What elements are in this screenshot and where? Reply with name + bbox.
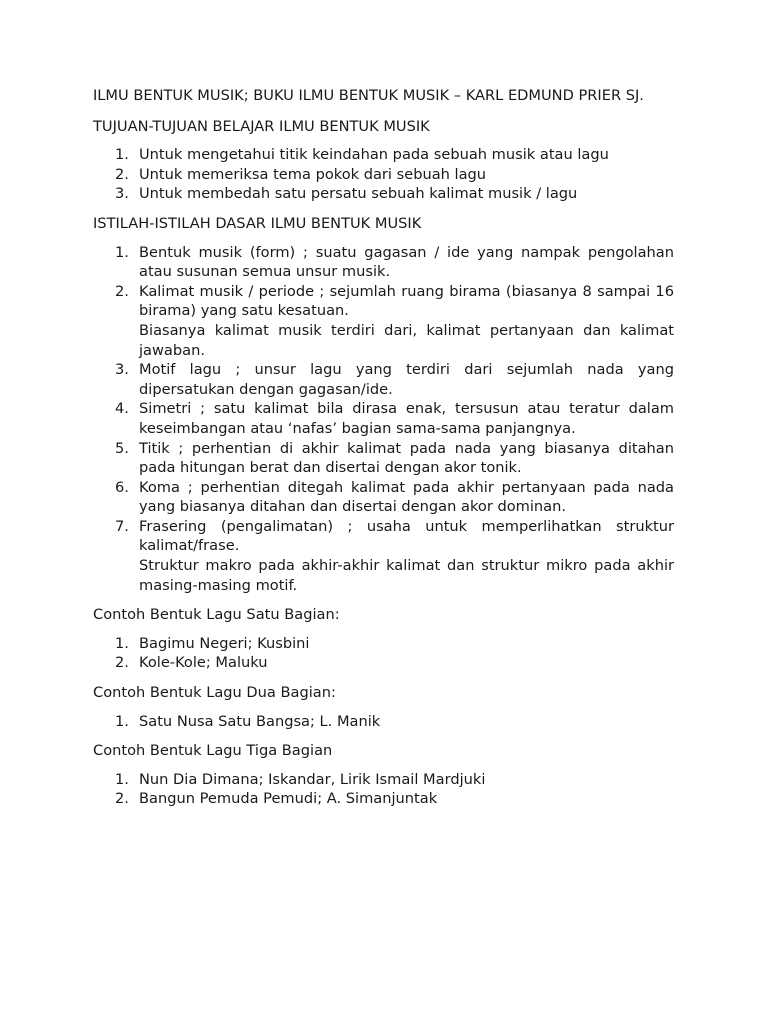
list-item: 1. Bagimu Negeri; Kusbini	[115, 634, 310, 652]
section-heading-tiga-bagian: Contoh Bentuk Lagu Tiga Bagian	[93, 742, 333, 760]
section-heading-satu-bagian: Contoh Bentuk Lagu Satu Bagian:	[93, 606, 340, 624]
list-istilah	[93, 243, 674, 596]
list-item: 2. Kalimat musik / periode ; sejumlah ruang birama (biasanya 8 sampai 16 birama) yang satu kesatuan. Biasanya kalimat musik terdiri dari, kalimat pertanyaan dan kalimat jawaban.	[115, 282, 674, 359]
list-tiga-bagian	[93, 770, 674, 809]
document-title: ILMU BENTUK MUSIK; BUKU ILMU BENTUK MUSIK – KARL EDMUND PRIER SJ.	[93, 87, 644, 104]
list-item: 1. Nun Dia Dimana; Iskandar, Lirik Ismail Mardjuki	[115, 770, 486, 788]
list-item: 5. Titik ; perhentian di akhir kalimat pada nada yang biasanya ditahan pada hitungan berat dan disertai dengan akor tonik.	[115, 439, 674, 477]
list-item: 1. Untuk mengetahui titik keindahan pada sebuah musik atau lagu	[115, 146, 609, 164]
section-heading-dua-bagian: Contoh Bentuk Lagu Dua Bagian:	[93, 684, 336, 702]
list-item: 2. Bangun Pemuda Pemudi; A. Simanjuntak	[115, 790, 438, 808]
document-page	[93, 86, 674, 819]
section-heading-istilah: ISTILAH-ISTILAH DASAR ILMU BENTUK MUSIK	[93, 214, 422, 232]
list-item: 1. Satu Nusa Satu Bangsa; L. Manik	[115, 712, 381, 730]
list-item: 2. Untuk memeriksa tema pokok dari sebuah lagu	[115, 165, 487, 183]
list-item: 2. Kole-Kole; Maluku	[115, 654, 268, 672]
list-satu-bagian	[93, 634, 674, 673]
list-item: 6. Koma ; perhentian ditegah kalimat pada akhir pertanyaan pada nada yang biasanya ditahan dan disertai dengan akor dominan.	[115, 478, 674, 516]
list-dua-bagian	[93, 712, 674, 732]
list-item: 4. Simetri ; satu kalimat bila dirasa enak, tersusun atau teratur dalam keseimbangan atau ‘nafas’ bagian sama-sama panjangnya.	[115, 400, 674, 437]
list-tujuan	[93, 145, 674, 204]
list-item: 1. Bentuk musik (form) ; suatu gagasan / ide yang nampak pengolahan atau susunan semua unsur musik.	[115, 243, 674, 281]
list-item: 3. Untuk membedah satu persatu sebuah kalimat musik / lagu	[115, 185, 578, 203]
section-heading-tujuan: TUJUAN-TUJUAN BELAJAR ILMU BENTUK MUSIK	[93, 117, 430, 135]
list-item: 7. Frasering (pengalimatan) ; usaha untuk memperlihatkan struktur kalimat/frase. Struktur makro pada akhir-akhir kalimat dan struktur mikro pada akhir masing-masing motif.	[115, 517, 674, 594]
list-item: 3. Motif lagu ; unsur lagu yang terdiri dari sejumlah nada yang dipersatukan dengan gagasan/ide.	[115, 361, 674, 398]
